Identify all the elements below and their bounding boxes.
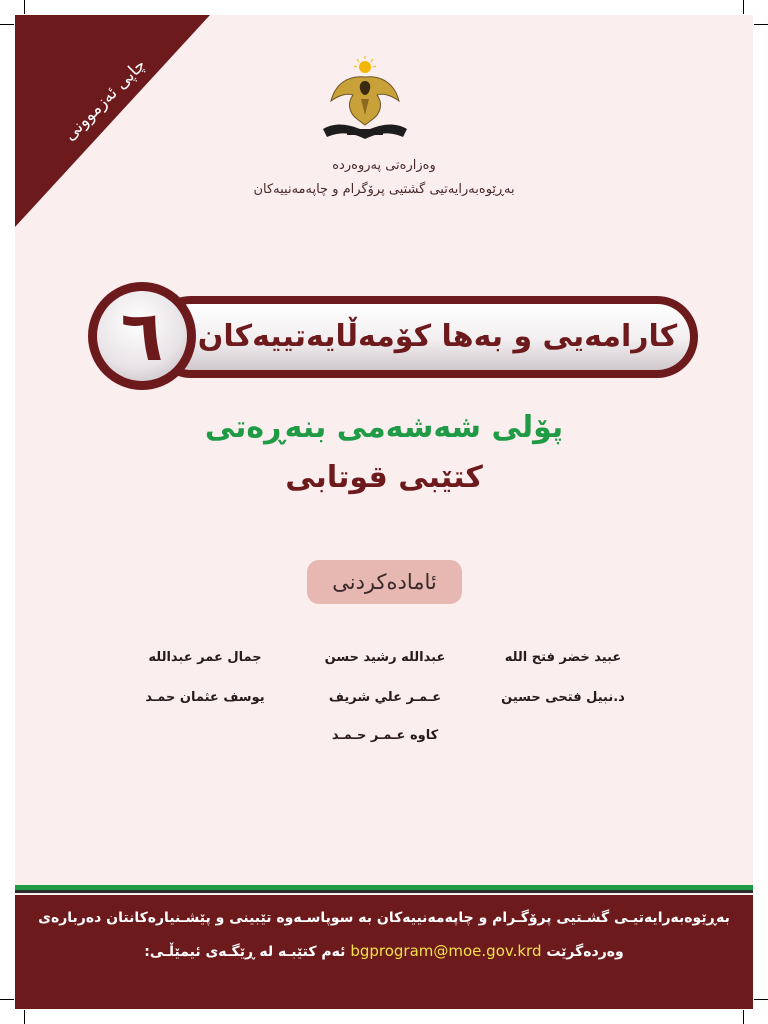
footer-contact-line	[30, 942, 738, 960]
crop-mark	[0, 24, 14, 25]
book-type: کتێبی قوتابی	[285, 460, 483, 495]
crop-mark	[754, 24, 768, 25]
author-name: کاوە عـمـر حـمـد	[331, 728, 439, 743]
author-name: عبید خضر فتح الله	[504, 650, 622, 665]
crop-mark	[24, 0, 25, 14]
contact-email-link[interactable]: bgprogram@moe.gov.krd	[350, 942, 542, 960]
crop-mark	[743, 0, 744, 14]
directorate-name: بەڕێوەبەرایەتیی گشتیی پرۆگرام و چاپەمەنییەکان	[253, 182, 515, 197]
trial-edition-label: چاپی ئەزموونی	[60, 55, 150, 145]
book-title: کارامەیی و بەها کۆمەڵایەتییەکان	[197, 319, 678, 354]
footer-text: بەڕێوەبەرایەتیـی گشـتیی پرۆگـرام و چاپەمەنییەکان بە سوپاسـەوە تێبینی و پێشـنیارەکانتان دەربارەی	[38, 910, 730, 926]
crop-mark	[0, 999, 14, 1000]
grade-number: ٦	[120, 295, 164, 377]
dark-divider	[15, 890, 753, 893]
prepared-by-label: ئامادەکردنی	[332, 570, 437, 594]
crop-mark	[743, 1010, 744, 1024]
crop-mark	[754, 999, 768, 1000]
grade-label: پۆلی شەشەمی بنەڕەتی	[204, 410, 564, 445]
author-name: د.نبیل فتحی حسین	[501, 690, 625, 705]
author-name: جمال عمر عبدالله	[148, 650, 262, 665]
author-name: یوسف عثمان حمـد	[145, 690, 265, 705]
footer-text-start: ئەم کتێبـە لە ڕێگـەی ئیمێڵـی:	[144, 944, 346, 960]
author-name: عبدالله رشید حسن	[324, 650, 446, 665]
crop-mark	[24, 1010, 25, 1024]
ministry-name: وەزارەتی پەروەردە	[332, 158, 436, 173]
author-name: عـمـر علي شریف	[328, 690, 442, 705]
footer-text-end: وەردەگرێت	[546, 944, 624, 960]
kurdistan-emblem-icon	[317, 55, 413, 147]
